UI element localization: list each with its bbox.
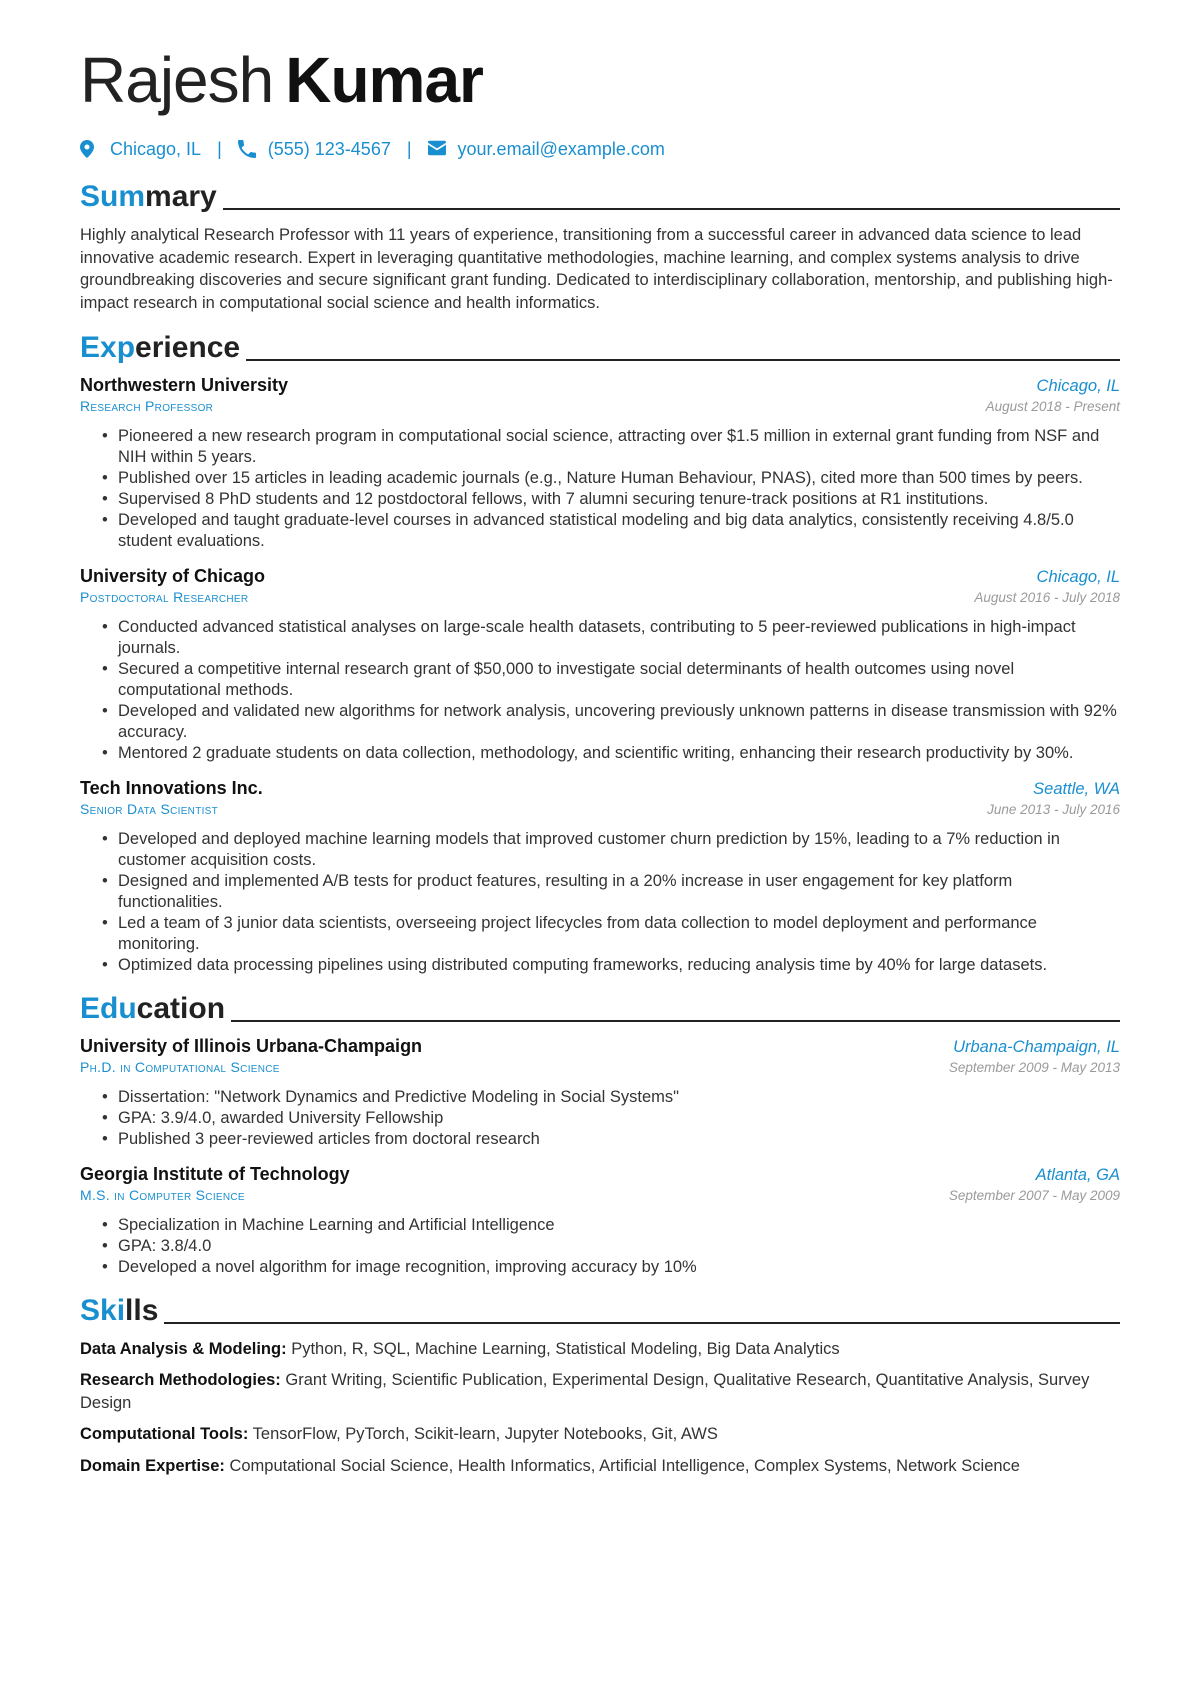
last-name: Kumar xyxy=(285,44,483,116)
entry-dates: September 2007 - May 2009 xyxy=(948,1187,1120,1203)
experience-entry xyxy=(80,778,1120,976)
summary-heading-rest: mary xyxy=(145,180,217,213)
contact-separator: | xyxy=(406,138,412,159)
entry-location: Chicago, IL xyxy=(1036,567,1120,586)
skill-row xyxy=(80,1369,1120,1414)
school-name: University of Illinois Urbana-Champaign xyxy=(80,1035,423,1056)
first-name: Rajesh xyxy=(80,44,274,116)
skills-heading xyxy=(80,1286,1120,1328)
list-item: • Published 3 peer-reviewed articles from doctoral research xyxy=(118,1129,1120,1150)
education-heading xyxy=(80,984,1120,1026)
skill-category: Computational Tools: xyxy=(80,1425,249,1444)
education-heading-rest: cation xyxy=(136,991,226,1025)
entry-location: Chicago, IL xyxy=(1036,376,1120,395)
phone-text: (555) 123-4567 xyxy=(267,138,391,159)
experience-heading-accent: Exp xyxy=(80,330,136,364)
list-item: • Led a team of 3 junior data scientists, overseeing project lifecycles from data collection to model deployment and performance monitoring. xyxy=(118,913,1120,955)
entry-dates: June 2013 - July 2016 xyxy=(987,801,1120,817)
skill-category: Data Analysis & Modeling: xyxy=(80,1339,287,1358)
list-item: • Developed and validated new algorithms for network analysis, uncovering previously unknown patterns in disease transmission with 92% accuracy. xyxy=(118,701,1120,743)
summary-heading-accent: Sum xyxy=(80,180,146,213)
job-title: Research Professor xyxy=(80,397,214,414)
contact-bar xyxy=(80,134,1120,164)
envelope-icon xyxy=(428,140,446,158)
list-item: • GPA: 3.8/4.0 xyxy=(118,1236,1120,1257)
entry-dates: August 2018 - Present xyxy=(985,398,1120,414)
achievement-list xyxy=(80,617,1120,764)
experience-entry xyxy=(80,375,1120,552)
skills-list xyxy=(80,1338,1120,1478)
list-item: • Supervised 8 PhD students and 12 postdoctoral fellows, with 7 alumni securing tenure-track positions at R1 institutions. xyxy=(118,489,1120,510)
skill-values: Grant Writing, Scientific Publication, Experimental Design, Qualitative Research, Quantitative Analysis, Survey Design xyxy=(80,1371,1090,1412)
job-title: Senior Data Scientist xyxy=(80,800,219,817)
achievement-list xyxy=(80,829,1120,976)
map-marker-icon xyxy=(80,140,98,158)
entry-location: Seattle, WA xyxy=(1033,779,1120,798)
achievement-list xyxy=(80,426,1120,552)
skill-values: TensorFlow, PyTorch, Scikit-learn, Jupyter Notebooks, Git, AWS xyxy=(252,1425,718,1444)
skill-values: Python, R, SQL, Machine Learning, Statistical Modeling, Big Data Analytics xyxy=(291,1339,840,1358)
education-detail-list xyxy=(80,1215,1120,1278)
skill-category: Domain Expertise: xyxy=(80,1456,225,1475)
email-link[interactable]: your.email@example.com xyxy=(457,138,665,159)
degree-title: Ph.D. in Computational Science xyxy=(80,1058,280,1075)
section-rule xyxy=(246,359,1120,361)
employer-name: University of Chicago xyxy=(80,565,266,586)
entry-location: Atlanta, GA xyxy=(1035,1165,1120,1184)
section-rule xyxy=(223,208,1120,210)
job-title: Postdoctoral Researcher xyxy=(80,588,249,605)
list-item: • Optimized data processing pipelines using distributed computing frameworks, reducing analysis time by 40% for large datasets. xyxy=(118,955,1120,976)
education-entry xyxy=(80,1036,1120,1150)
list-item: • Pioneered a new research program in computational social science, attracting over $1.5 million in external grant funding from NSF and NIH within 5 years. xyxy=(118,426,1120,468)
entry-dates: August 2016 - July 2018 xyxy=(974,589,1120,605)
experience-entry xyxy=(80,566,1120,764)
phone-icon xyxy=(238,140,256,158)
location-text: Chicago, IL xyxy=(110,138,202,159)
education-detail-list xyxy=(80,1087,1120,1150)
list-item: • Developed a novel algorithm for image recognition, improving accuracy by 10% xyxy=(118,1257,1120,1278)
contact-phone[interactable] xyxy=(238,139,391,160)
list-item: • Published over 15 articles in leading academic journals (e.g., Nature Human Behaviour, PNAS), cited more than 500 times by peers. xyxy=(118,468,1120,489)
resume-page xyxy=(80,40,1120,1486)
summary-text: Highly analytical Research Professor with 11 years of experience, transitioning from a successful career in advanced data science to lead innovative academic research. Expert in leveraging quantitative methodologies, machine learning, and complex systems analysis to drive groundbreaking discoveries and secure significant grant funding. Dedicated to interdisciplinary collaboration, mentorship, and publishing high-impact research in computational social science and health informatics. xyxy=(80,226,1113,313)
contact-email[interactable] xyxy=(428,139,665,160)
degree-title: M.S. in Computer Science xyxy=(80,1186,245,1203)
list-item: • Developed and taught graduate-level courses in advanced statistical modeling and big data analytics, consistently receiving 4.8/5.0 student evaluations. xyxy=(118,510,1120,552)
list-item: • Mentored 2 graduate students on data collection, methodology, and scientific writing, enhancing their research productivity by 30%. xyxy=(118,743,1120,764)
section-rule xyxy=(231,1020,1120,1022)
list-item: • GPA: 3.9/4.0, awarded University Fellowship xyxy=(118,1108,1120,1129)
skill-row xyxy=(80,1423,1120,1446)
list-item: • Specialization in Machine Learning and Artificial Intelligence xyxy=(118,1215,1120,1236)
list-item: • Designed and implemented A/B tests for product features, resulting in a 20% increase in user engagement for key platform functionalities. xyxy=(118,871,1120,913)
school-name: Georgia Institute of Technology xyxy=(80,1163,350,1184)
contact-location xyxy=(80,139,201,160)
experience-heading-rest: erience xyxy=(135,330,241,364)
entry-dates: September 2009 - May 2013 xyxy=(948,1059,1120,1075)
employer-name: Tech Innovations Inc. xyxy=(80,777,263,798)
education-heading-accent: Edu xyxy=(80,991,137,1025)
summary-heading xyxy=(80,172,1120,214)
skill-category: Research Methodologies: xyxy=(80,1371,281,1390)
candidate-name xyxy=(80,40,1120,120)
skill-values: Computational Social Science, Health Informatics, Artificial Intelligence, Complex Systems, Network Science xyxy=(229,1456,1020,1475)
education-entry xyxy=(80,1164,1120,1278)
skills-heading-rest: lls xyxy=(125,1293,159,1327)
contact-separator: | xyxy=(217,138,222,159)
section-rule xyxy=(164,1322,1120,1324)
employer-name: Northwestern University xyxy=(80,374,289,395)
skill-row xyxy=(80,1455,1120,1478)
list-item: • Dissertation: "Network Dynamics and Predictive Modeling in Social Systems" xyxy=(118,1087,1120,1108)
experience-heading xyxy=(80,323,1120,365)
entry-location: Urbana-Champaign, IL xyxy=(953,1037,1120,1056)
skills-heading-accent: Ski xyxy=(80,1293,126,1327)
skill-row xyxy=(80,1338,1120,1361)
list-item: • Conducted advanced statistical analyses on large-scale health datasets, contributing to 5 peer-reviewed publications in high-impact journals. xyxy=(118,617,1120,659)
list-item: • Secured a competitive internal research grant of $50,000 to investigate social determinants of health outcomes using novel computational methods. xyxy=(118,659,1120,701)
list-item: • Developed and deployed machine learning models that improved customer churn prediction by 15%, leading to a 7% reduction in customer acquisition costs. xyxy=(118,829,1120,871)
